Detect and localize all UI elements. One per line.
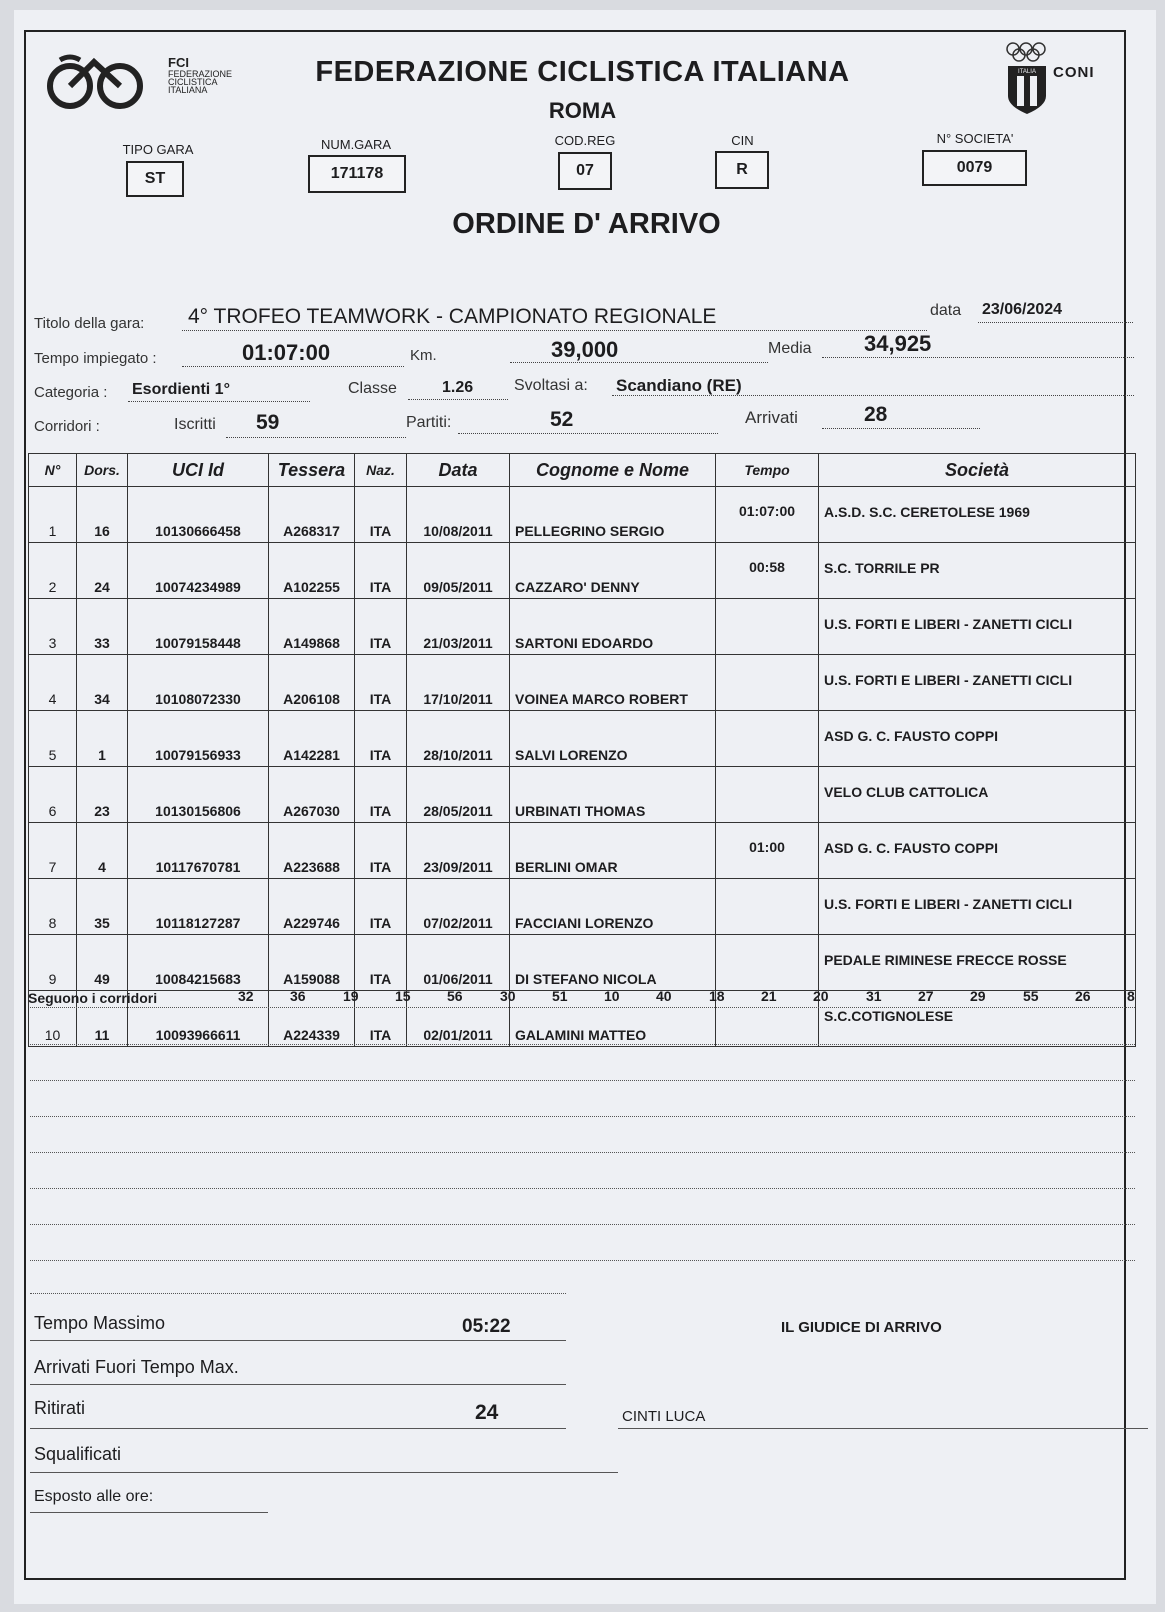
svoltasi-value: Scandiano (RE) — [616, 376, 742, 395]
tempo-underline — [182, 366, 404, 367]
table-row — [29, 655, 1136, 711]
row-naz: ITA — [355, 935, 407, 991]
row-number: 10 — [29, 991, 77, 1047]
seguono-number: 31 — [866, 988, 882, 1004]
col-header-naz: Naz. — [355, 454, 407, 487]
table-row — [29, 711, 1136, 767]
iscritti-underline — [226, 437, 406, 438]
row-nome: DI STEFANO NICOLA — [510, 935, 716, 991]
partiti-label: Partiti: — [406, 414, 452, 431]
num-gara-label: NUM.GARA — [320, 137, 392, 152]
classe-underline — [408, 399, 508, 400]
row-tessera: A102255 — [269, 543, 355, 599]
seguono-number: 18 — [709, 988, 725, 1004]
seguono-label: Seguono i corridori — [28, 990, 158, 1006]
arrivati-label: Arrivati — [745, 408, 798, 427]
row-nome: VOINEA MARCO ROBERT — [510, 655, 716, 711]
classe-label: Classe — [348, 380, 397, 397]
row-naz: ITA — [355, 991, 407, 1047]
tempo-massimo-value: 05:22 — [462, 1316, 511, 1337]
row-data-nascita: 17/10/2011 — [407, 655, 510, 711]
media-underline — [822, 357, 1134, 358]
coni-shield-text: ITALIA — [1018, 69, 1036, 75]
data-value: 23/06/2024 — [982, 301, 1063, 318]
arrival-table — [28, 453, 1136, 1047]
titolo-underline — [182, 330, 927, 331]
fci-line2: CICLISTICA — [168, 77, 218, 87]
n-societa-label: N° SOCIETA' — [936, 131, 1014, 146]
seguono-number: 21 — [761, 988, 777, 1004]
fuori-tempo-line — [30, 1384, 566, 1385]
row-number: 3 — [29, 599, 77, 655]
row-number: 5 — [29, 711, 77, 767]
seguono-line-1 — [30, 1007, 1135, 1008]
media-label: Media — [768, 340, 812, 357]
row-data-nascita: 21/03/2011 — [407, 599, 510, 655]
seguono-number: 36 — [290, 988, 306, 1004]
partiti-value: 52 — [550, 408, 574, 431]
row-data-nascita: 10/08/2011 — [407, 487, 510, 543]
row-societa: S.C. TORRILE PR — [819, 543, 1136, 599]
row-naz: ITA — [355, 543, 407, 599]
row-societa: A.S.D. S.C. CERETOLESE 1969 — [819, 487, 1136, 543]
seguono-number: 40 — [656, 988, 672, 1004]
row-naz: ITA — [355, 767, 407, 823]
table-row — [29, 767, 1136, 823]
seguono-number: 10 — [604, 988, 620, 1004]
seguono-line-7 — [30, 1224, 1135, 1225]
categoria-label: Categoria : — [34, 384, 108, 401]
row-data-nascita: 02/01/2011 — [407, 991, 510, 1047]
row-naz: ITA — [355, 879, 407, 935]
cin-box: R — [715, 151, 769, 189]
seguono-line-3 — [30, 1080, 1135, 1081]
table-row — [29, 823, 1136, 879]
seguono-number: 27 — [918, 988, 934, 1004]
ritirati-line — [30, 1428, 566, 1429]
seguono-number: 30 — [500, 988, 516, 1004]
arrivati-value: 28 — [864, 403, 888, 426]
row-data-nascita: 23/09/2011 — [407, 823, 510, 879]
table-row — [29, 599, 1136, 655]
row-nome: FACCIANI LORENZO — [510, 879, 716, 935]
row-nome: URBINATI THOMAS — [510, 767, 716, 823]
titolo-label: Titolo della gara: — [34, 315, 145, 332]
row-data-nascita: 09/05/2011 — [407, 543, 510, 599]
row-dorsale: 35 — [77, 879, 128, 935]
row-societa: VELO CLUB CATTOLICA — [819, 767, 1136, 823]
row-societa: U.S. FORTI E LIBERI - ZANETTI CICLI — [819, 879, 1136, 935]
row-societa: ASD G. C. FAUSTO COPPI — [819, 711, 1136, 767]
row-number: 4 — [29, 655, 77, 711]
seguono-line-4 — [30, 1116, 1135, 1117]
row-data-nascita: 28/05/2011 — [407, 767, 510, 823]
km-underline — [510, 362, 768, 363]
row-number: 6 — [29, 767, 77, 823]
table-row — [29, 935, 1136, 991]
row-dorsale: 34 — [77, 655, 128, 711]
row-number: 8 — [29, 879, 77, 935]
num-gara-box: 171178 — [308, 155, 406, 193]
row-uci-id: 10118127287 — [128, 879, 269, 935]
tempo-massimo-label: Tempo Massimo — [34, 1313, 166, 1333]
row-naz: ITA — [355, 487, 407, 543]
svoltasi-underline — [612, 395, 1134, 396]
row-uci-id: 10117670781 — [128, 823, 269, 879]
coni-shield-logo-icon — [1005, 40, 1049, 114]
row-uci-id: 10084215683 — [128, 935, 269, 991]
col-header-dors: Dors. — [77, 454, 128, 487]
tipo-gara-box: ST — [126, 161, 184, 197]
row-naz: ITA — [355, 599, 407, 655]
cod-reg-label: COD.REG — [554, 133, 616, 148]
row-nome: PELLEGRINO SERGIO — [510, 487, 716, 543]
seguono-number: 55 — [1023, 988, 1039, 1004]
seguono-number: 15 — [395, 988, 411, 1004]
fci-abbr: FCI — [168, 55, 189, 70]
col-header-n: N° — [29, 454, 77, 487]
km-label: Km. — [410, 347, 437, 364]
seguono-line-6 — [30, 1188, 1135, 1189]
ritirati-label: Ritirati — [34, 1398, 86, 1418]
row-number: 7 — [29, 823, 77, 879]
row-dorsale: 49 — [77, 935, 128, 991]
iscritti-label: Iscritti — [174, 416, 216, 433]
squalificati-line — [30, 1472, 618, 1473]
seguono-number: 29 — [970, 988, 986, 1004]
seguono-number: 56 — [447, 988, 463, 1004]
row-data-nascita: 01/06/2011 — [407, 935, 510, 991]
col-header-tessera: Tessera — [269, 454, 355, 487]
titolo-value: 4° TROFEO TEAMWORK - CAMPIONATO REGIONALE — [188, 305, 717, 328]
data-underline — [978, 322, 1133, 323]
row-tessera: A268317 — [269, 487, 355, 543]
row-dorsale: 16 — [77, 487, 128, 543]
row-uci-id: 10079156933 — [128, 711, 269, 767]
row-number: 1 — [29, 487, 77, 543]
table-row — [29, 487, 1136, 543]
row-uci-id: 10093966611 — [128, 991, 269, 1047]
seguono-number: 26 — [1075, 988, 1091, 1004]
row-nome: SARTONI EDOARDO — [510, 599, 716, 655]
row-uci-id: 10130156806 — [128, 767, 269, 823]
document-title: ORDINE D' ARRIVO — [452, 208, 721, 240]
tempo-value: 01:07:00 — [242, 340, 331, 365]
tempo-label: Tempo impiegato : — [34, 350, 157, 367]
row-tempo: 00:58 — [716, 543, 819, 599]
row-tempo — [716, 655, 819, 711]
row-tessera: A206108 — [269, 655, 355, 711]
row-uci-id: 10130666458 — [128, 487, 269, 543]
categoria-underline — [128, 401, 310, 402]
categoria-value: Esordienti 1° — [132, 381, 230, 398]
iscritti-value: 59 — [256, 411, 280, 434]
row-nome: GALAMINI MATTEO — [510, 991, 716, 1047]
col-header-societa: Società — [819, 454, 1136, 487]
row-data-nascita: 28/10/2011 — [407, 711, 510, 767]
row-data-nascita: 07/02/2011 — [407, 879, 510, 935]
data-label: data — [930, 302, 962, 319]
corridori-label: Corridori : — [34, 418, 100, 435]
esposto-label: Esposto alle ore: — [34, 1488, 154, 1505]
esposto-line — [30, 1512, 268, 1513]
svoltasi-label: Svoltasi a: — [514, 377, 588, 394]
row-naz: ITA — [355, 711, 407, 767]
row-dorsale: 23 — [77, 767, 128, 823]
squalificati-label: Squalificati — [34, 1444, 122, 1464]
row-naz: ITA — [355, 823, 407, 879]
media-value: 34,925 — [864, 331, 932, 356]
seguono-number: 51 — [552, 988, 568, 1004]
row-societa: ASD G. C. FAUSTO COPPI — [819, 823, 1136, 879]
table-row — [29, 879, 1136, 935]
row-number: 2 — [29, 543, 77, 599]
row-nome: CAZZARO' DENNY — [510, 543, 716, 599]
row-tempo — [716, 879, 819, 935]
fci-line3: ITALIANA — [168, 85, 208, 95]
row-uci-id: 10079158448 — [128, 599, 269, 655]
cod-reg-box: 07 — [558, 152, 612, 190]
seguono-number: 20 — [813, 988, 829, 1004]
tempo-massimo-line — [30, 1340, 566, 1341]
row-tessera: A149868 — [269, 599, 355, 655]
table-row — [29, 543, 1136, 599]
row-societa: S.C.COTIGNOLESE — [819, 991, 1136, 1047]
row-dorsale: 1 — [77, 711, 128, 767]
row-nome: BERLINI OMAR — [510, 823, 716, 879]
coni-label: CONI — [1053, 64, 1095, 81]
row-tempo — [716, 599, 819, 655]
row-dorsale: 24 — [77, 543, 128, 599]
row-societa: U.S. FORTI E LIBERI - ZANETTI CICLI — [819, 655, 1136, 711]
row-tempo: 01:00 — [716, 823, 819, 879]
seguono-number: 19 — [343, 988, 359, 1004]
federation-city: ROMA — [548, 98, 617, 123]
partiti-underline — [458, 433, 718, 434]
table-header-row — [29, 454, 1136, 487]
seguono-number: 32 — [238, 988, 254, 1004]
giudice-signature-line — [618, 1428, 1148, 1429]
seguono-line-5 — [30, 1152, 1135, 1153]
row-dorsale: 11 — [77, 991, 128, 1047]
row-tessera: A142281 — [269, 711, 355, 767]
row-nome: SALVI LORENZO — [510, 711, 716, 767]
arrivati-underline — [822, 428, 980, 429]
federation-title: FEDERAZIONE CICLISTICA ITALIANA — [315, 56, 850, 88]
tipo-gara-label: TIPO GARA — [122, 142, 194, 157]
col-header-nome: Cognome e Nome — [510, 454, 716, 487]
row-tempo — [716, 935, 819, 991]
row-societa: U.S. FORTI E LIBERI - ZANETTI CICLI — [819, 599, 1136, 655]
row-tessera: A224339 — [269, 991, 355, 1047]
row-uci-id: 10108072330 — [128, 655, 269, 711]
row-dorsale: 4 — [77, 823, 128, 879]
km-value: 39,000 — [551, 337, 619, 362]
seguono-number: 8 — [1127, 988, 1135, 1004]
row-tessera: A267030 — [269, 767, 355, 823]
cin-label: CIN — [731, 133, 754, 148]
col-header-uci: UCI Id — [128, 454, 269, 487]
classe-value: 1.26 — [442, 379, 474, 396]
giudice-nome: CINTI LUCA — [622, 1408, 706, 1425]
fuori-tempo-label: Arrivati Fuori Tempo Max. — [34, 1357, 239, 1377]
fci-line1: FEDERAZIONE — [168, 69, 233, 79]
row-number: 9 — [29, 935, 77, 991]
col-header-tempo: Tempo — [716, 454, 819, 487]
col-header-data: Data — [407, 454, 510, 487]
row-tempo — [716, 767, 819, 823]
seguono-line-2 — [30, 1044, 1135, 1045]
row-tessera: A159088 — [269, 935, 355, 991]
row-naz: ITA — [355, 655, 407, 711]
ritirati-value: 24 — [475, 1401, 499, 1424]
giudice-label: IL GIUDICE DI ARRIVO — [781, 1319, 942, 1336]
row-tessera: A223688 — [269, 823, 355, 879]
seguono-line-8 — [30, 1260, 1135, 1261]
row-tempo: 01:07:00 — [716, 487, 819, 543]
row-tempo — [716, 711, 819, 767]
row-uci-id: 10074234989 — [128, 543, 269, 599]
row-tessera: A229746 — [269, 879, 355, 935]
row-dorsale: 33 — [77, 599, 128, 655]
n-societa-box: 0079 — [922, 150, 1027, 186]
seguono-line-9 — [30, 1293, 566, 1294]
row-societa: PEDALE RIMINESE FRECCE ROSSE — [819, 935, 1136, 991]
